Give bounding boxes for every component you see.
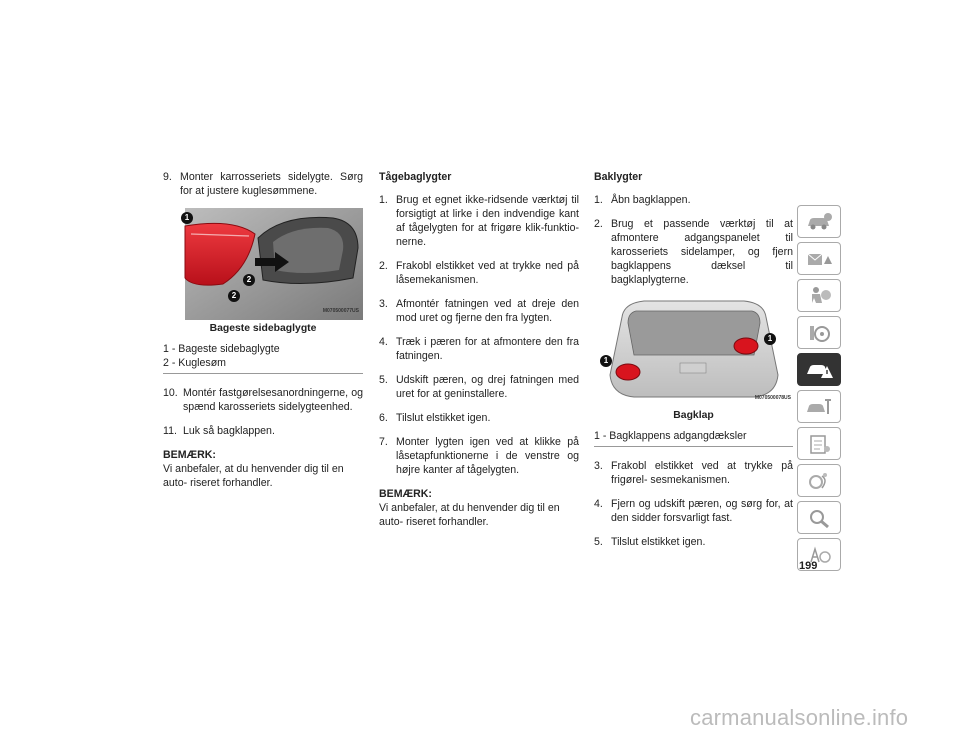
figure-code: M070500078US: [754, 395, 791, 401]
step-number: 7.: [379, 436, 388, 448]
step-number: 2.: [594, 218, 603, 230]
step-text: Frakobl elstikket ved at trykke ned på låsemekanismen.: [396, 260, 579, 286]
tab-multimedia[interactable]: [797, 464, 841, 497]
tab-emergency[interactable]: [797, 353, 841, 386]
step-number: 4.: [379, 336, 388, 348]
tab-service-tools[interactable]: [797, 390, 841, 423]
tab-steering-wheel[interactable]: [797, 316, 841, 349]
warranty-book-icon: [804, 433, 834, 455]
column-2: [379, 170, 579, 529]
step-text: Monter karrosseriets sidelygte. Sørg for at justere kuglesømmene.: [180, 171, 363, 197]
step-number: 4.: [594, 498, 603, 510]
step-number: 11.: [163, 425, 177, 437]
legend-item: 1 - Bageste sidebaglygte: [163, 343, 280, 355]
step-item: [379, 435, 579, 477]
step-text: Afmontér fatningen ved at dreje den mod uret og fjerne den fra lygten.: [396, 298, 579, 324]
figure-legend: [594, 429, 793, 447]
step-item: [379, 193, 579, 249]
section-heading: Baklygter: [594, 171, 643, 183]
step-text: Luk så bagklappen.: [183, 425, 275, 437]
figure-legend: [163, 342, 363, 374]
callout-2: 2: [243, 274, 255, 286]
car-info-icon: [804, 211, 834, 233]
figure-rear-side-lamp: [163, 208, 363, 320]
warning-mail-icon: [804, 248, 834, 270]
step-number: 10.: [163, 387, 178, 399]
step-number: 3.: [379, 298, 388, 310]
step-text: Monter lygten igen ved at klikke på låsetapfunktionerne i de venstre og højre kanter af tågelygten.: [396, 436, 579, 476]
service-tools-icon: [804, 396, 834, 418]
tab-seat-airbag[interactable]: [797, 279, 841, 312]
emergency-icon: [804, 359, 834, 381]
step-text: Tilslut elstikket igen.: [396, 412, 491, 424]
multimedia-icon: [804, 470, 834, 492]
figure-caption: Bagklap: [673, 410, 714, 421]
tab-warranty-book[interactable]: [797, 427, 841, 460]
step-item: [594, 459, 793, 487]
figure-tailgate: [594, 297, 793, 407]
step-list: [379, 193, 579, 477]
step-number: 6.: [379, 412, 388, 424]
step-item: [379, 335, 579, 363]
watermark: carmanualsonline.info: [690, 705, 909, 730]
legend-item: 1 - Bagklappens adgangdæksler: [594, 430, 747, 442]
step-text: Brug et passende værktøj til at afmontere adgangspanelet til karosseriets sidelamper, og fjern bagklappens dæksel til bagklaplygterne.: [611, 218, 793, 286]
step-text: Tilslut elstikket igen.: [611, 536, 706, 548]
legend-item: 2 - Kuglesøm: [163, 357, 226, 369]
step-item: [594, 193, 793, 207]
search-icon: [804, 507, 834, 529]
step-text: Åbn bagklappen.: [611, 194, 691, 206]
step-text: Fjern og udskift pæren, og sørg for, at den sidder forsvarligt fast.: [611, 498, 793, 524]
column-3: [594, 170, 793, 559]
tab-car-info[interactable]: [797, 205, 841, 238]
step-text: Udskift pæren, og drej fatningen med uret for at geninstallere.: [396, 374, 579, 400]
step-9: [163, 170, 363, 198]
callout-1: 1: [764, 333, 776, 345]
step-number: 1.: [594, 194, 603, 206]
step-item: [594, 217, 793, 287]
column-1: [163, 170, 363, 490]
step-number: 9.: [163, 171, 172, 183]
step-item: [379, 411, 579, 425]
step-item: [379, 297, 579, 325]
step-text: Brug et egnet ikke-ridsende værktøj til forsigtigt at lirke i den indvendige kant af tågelygten for at frigøre klik-funktio- nerne.: [396, 194, 579, 248]
callout-1: 1: [181, 212, 193, 224]
tab-search[interactable]: [797, 501, 841, 534]
step-item: [594, 535, 793, 549]
step-item: [379, 259, 579, 287]
step-item: [594, 497, 793, 525]
note-label: BEMÆRK:: [163, 449, 216, 461]
figure-caption: Bageste sidebaglygte: [209, 323, 317, 334]
chapter-tab-bar: [797, 205, 841, 575]
step-11: [163, 424, 363, 438]
steering-wheel-icon: [804, 322, 834, 344]
section-heading: Tågebaglygter: [379, 171, 452, 183]
tab-warning-mail[interactable]: [797, 242, 841, 275]
note-label: BEMÆRK:: [379, 488, 432, 500]
step-text: Træk i pæren for at afmontere den fra fatningen.: [396, 336, 579, 362]
step-text: Montér fastgørelsesanordningerne, og spænd karosseriets sidelygteenhed.: [183, 387, 363, 413]
step-number: 1.: [379, 194, 388, 206]
figure-code: M070500077US: [322, 308, 359, 314]
step-number: 3.: [594, 460, 603, 472]
callout-2: 2: [228, 290, 240, 302]
page-number: 199: [799, 560, 818, 572]
callout-1: 1: [600, 355, 612, 367]
note-text: Vi anbefaler, at du henvender dig til en auto- riseret forhandler.: [163, 463, 344, 489]
step-10: [163, 386, 363, 414]
note-text: Vi anbefaler, at du henvender dig til en auto- riseret forhandler.: [379, 502, 560, 528]
step-number: 2.: [379, 260, 388, 272]
step-number: 5.: [594, 536, 603, 548]
seat-airbag-icon: [804, 285, 834, 307]
step-number: 5.: [379, 374, 388, 386]
step-text: Frakobl elstikket ved at trykke på frigørel- sesmekanismen.: [611, 460, 793, 486]
step-item: [379, 373, 579, 401]
